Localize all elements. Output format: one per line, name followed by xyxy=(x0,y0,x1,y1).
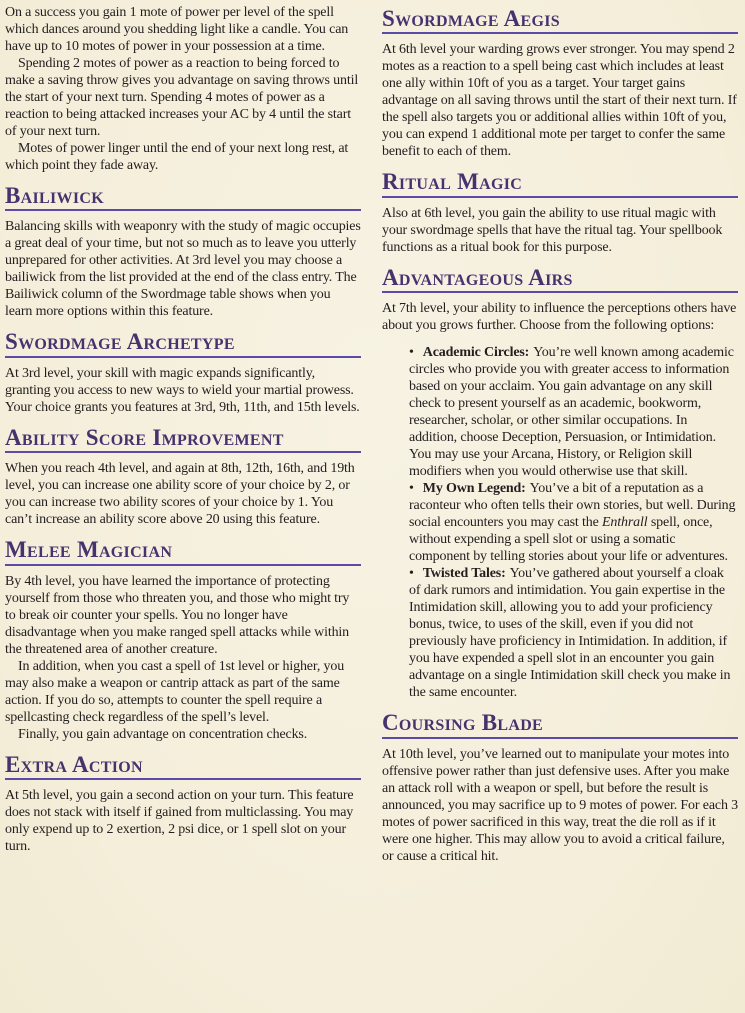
body-paragraph: Spending 2 motes of power as a reaction to being forced to make a saving throw gives you advantage on saving throws until the start of your next turn. Spending 4 motes of power as a reaction to being attacked increases your AC by 4 until the start of your next turn. xyxy=(5,56,359,139)
body-paragraph: At 6th level your warding grows ever stronger. You may spend 2 motes as a reaction to a spell being cast which includes at least one ally within 10ft of you as a target. Your target gains advantage on all saving throws until the start of their next turn. If the spell also targets you or additional allies within 10ft of you, you can expend 1 additional mote per target to confer the same benefit to each of them. xyxy=(382,42,737,160)
section-heading: Swordmage Aegis xyxy=(382,7,738,34)
bullet-icon: • xyxy=(409,566,414,582)
option-list xyxy=(409,344,738,701)
body-paragraph: When you reach 4th level, and again at 8th, 12th, 16th, and 19th level, you can increase one ability score of your choice by 2, or you can increase two ability scores of your choice by 1. You can’t increase an ability score above 20 using this feature. xyxy=(5,461,355,528)
body-paragraph: Finally, you gain advantage on concentration checks. xyxy=(18,726,308,742)
body-paragraph: In addition, when you cast a spell of 1st level or higher, you may also make a weapon or cantrip attack as part of the same action. If you do so, attempts to counter the spell require a spellcasting check regardless of the spell’s level. xyxy=(5,658,345,725)
italic-text: Enthrall xyxy=(602,515,648,531)
section-heading: Ability Score Improvement xyxy=(5,426,361,453)
body-paragraph: By 4th level, you have learned the importance of protecting yourself from those who threaten you, and those who might try to break oir counter your spells. You no longer have disadvantage when you make ranged spell attacks while within the threatened area of another creature. xyxy=(5,573,350,657)
bullet-icon: • xyxy=(409,481,414,497)
section-heading: Melee Magician xyxy=(5,538,361,565)
list-item xyxy=(409,480,738,565)
section-heading: Bailiwick xyxy=(5,184,361,211)
body-paragraph: At 10th level, you’ve learned out to manipulate your motes into offensive power rather than just defensive uses. After you make an attack roll with a weapon or spell, but before the result is announced, you may sacrifice up to 9 motes of power. For each 3 motes of power sacrificed in this way, treat the die roll as if it were one higher. This may allow you to avoid a critical failure, or cause a critical hit. xyxy=(382,746,738,864)
list-item xyxy=(409,565,738,701)
body-paragraph: At 5th level, you gain a second action on your turn. This feature does not stack with itself if gained from multiclassing. You may only expend up to 2 exertion, 2 psi dice, or 1 spell slot on your turn. xyxy=(5,788,354,855)
body-paragraph: Also at 6th level, you gain the ability to use ritual magic with your swordmage spells that have the ritual tag. Your spellbook functions as a ritual book for this purpose. xyxy=(382,205,723,255)
section-heading: Coursing Blade xyxy=(382,711,738,738)
option-label: Twisted Tales: xyxy=(422,566,506,582)
section-heading: Swordmage Archetype xyxy=(5,330,361,357)
section-heading: Advantageous Airs xyxy=(382,266,738,293)
list-item xyxy=(409,344,738,480)
section-heading: Extra Action xyxy=(5,753,361,780)
option-label: My Own Legend: xyxy=(422,481,526,497)
body-paragraph: On a success you gain 1 mote of power per level of the spell which dances around you shedding light like a candle. You can have up to 10 motes of power in your possession at a time. xyxy=(5,5,349,54)
left-column xyxy=(5,4,361,1013)
section-heading: Ritual Magic xyxy=(382,170,738,197)
body-paragraph: At 7th level, your ability to influence the perceptions others have about you grows further. Choose from the following options: xyxy=(382,301,737,334)
option-label: Academic Circles: xyxy=(422,345,530,361)
body-paragraph: At 3rd level, your skill with magic expands significantly, granting you access to new ways to wield your martial prowess. Your choice grants you features at 3rd, 9th, 11th, and 15th levels. xyxy=(5,365,360,415)
option-text: You’ve gathered about yourself a cloak of dark rumors and intimidation. You gain expertise in the Intimidation skill, allowing you to add your proficiency bonus, twice, to uses of the skill, even if you did not previously have proficiency in Intimidation. In addition, if you have expended a spell slot in an encounter you gain advantage on a single Intimidation skill check you make in the same encounter. xyxy=(409,566,731,701)
body-paragraph: Motes of power linger until the end of your next long rest, at which point they fade away. xyxy=(5,141,349,173)
bullet-icon: • xyxy=(409,345,414,361)
option-text: spell, once, without expending a spell slot or using a somatic component by telling stories about your life or adventures. xyxy=(409,515,728,565)
body-paragraph: Balancing skills with weaponry with the study of magic occupies a great deal of your time, but not so much as to leave you utterly unprepared for other activities. At 3rd level you may choose a bailiwick from the list provided at the end of the class entry. The Bailiwick column of the Swordmage table shows when you learn more options within this feature. xyxy=(5,219,361,320)
option-text: You’re well known among academic circles who provide you with greater access to information based on your acclaim. You gain advantage on any skill check to present yourself as an academic, bookworm, researcher, scholar, or other similar occupations. In addition, choose Deception, Persuasion, or Intimidation. You may use your Arcana, History, or Religion skill modifiers when you would otherwise use that skill. xyxy=(409,345,734,480)
right-column xyxy=(382,4,738,1013)
option-text: You’ve a bit of a reputation as a raconteur who often tells their own stories, but well. During social encounters you may cast the xyxy=(409,481,736,531)
